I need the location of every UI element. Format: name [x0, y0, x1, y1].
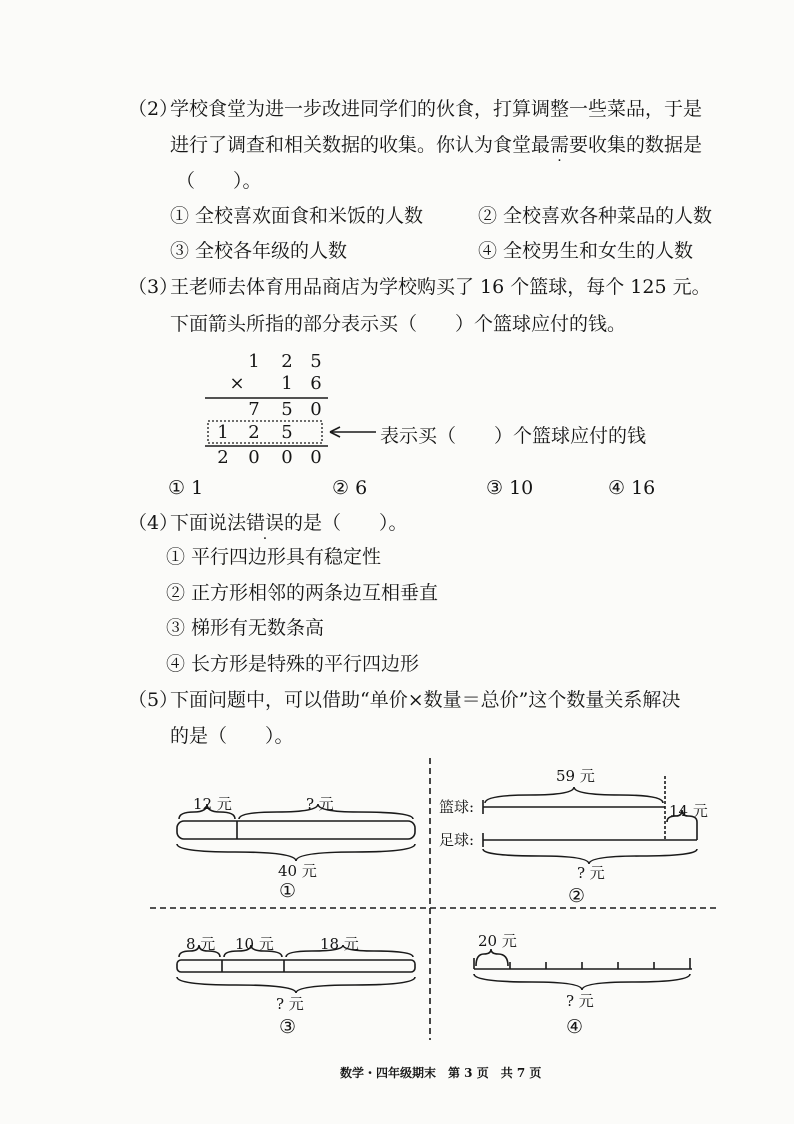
q2-line2: 进行了调查和相关数据的收集。你认为食堂最需要收集的数据是 [170, 134, 703, 156]
d3-a-label: 8 元 [186, 935, 216, 953]
digit: 5 [281, 422, 293, 443]
d1-part2-label: ? 元 [306, 795, 334, 813]
q4-emphasis: 错误 [246, 512, 285, 534]
digit: 0 [310, 399, 322, 420]
times-sign: × [229, 373, 245, 394]
d2-football-label: 足球: [439, 831, 475, 849]
q2-line1: 学校食堂为进一步改进同学们的伙食，打算调整一些菜品，于是 [170, 98, 703, 120]
d2-extra-label: 14 元 [669, 802, 708, 820]
d3-total-label: ? 元 [276, 995, 304, 1013]
q3-line2: 下面箭头所指的部分表示买（ ）个篮球应付的钱。 [170, 313, 627, 335]
q2-option-3[interactable]: ③ 全校各年级的人数 [170, 240, 348, 262]
digit: 2 [248, 422, 260, 443]
q5-line2: 的是（ ）。 [170, 725, 294, 747]
d4-unit-label: 20 元 [478, 932, 517, 950]
q2-emphasis: 最需要 [531, 134, 589, 156]
d3-c-label: 18 元 [320, 935, 359, 953]
d2-basketball-label: 篮球: [439, 798, 475, 816]
digit: 1 [248, 351, 260, 372]
q3-option-1[interactable]: ① 1 [168, 477, 204, 499]
digit: 0 [310, 447, 322, 468]
q2-answer-blank[interactable]: （ ）。 [176, 170, 262, 192]
diagram-3-option[interactable]: ③ [279, 1016, 297, 1038]
digit: 0 [281, 447, 293, 468]
q2-option-4[interactable]: ④ 全校男生和女生的人数 [478, 240, 694, 262]
d1-total-label: 40 元 [278, 862, 317, 880]
q3-number: （3） [128, 276, 179, 298]
q4-option-4[interactable]: ④ 长方形是特殊的平行四边形 [166, 653, 420, 675]
q5-line1: 下面问题中，可以借助“单价×数量＝总价”这个数量关系解决 [170, 689, 681, 711]
digit: 2 [217, 447, 229, 468]
arrow-label: 表示买（ ）个篮球应付的钱 [380, 425, 647, 447]
page-footer: 数学・四年级期末 第 3 页 共 7 页 [340, 1066, 542, 1080]
d1-part1-label: 12 元 [193, 795, 232, 813]
q2-number: （2） [128, 98, 179, 120]
q4-number: （4） [128, 512, 179, 534]
diagram-4-option[interactable]: ④ [566, 1016, 584, 1038]
d2-total-label: ? 元 [577, 864, 605, 882]
digit: 1 [281, 373, 293, 394]
q5-number: （5） [128, 689, 179, 711]
q4-stem: 下面说法错误的是（ ）。 [170, 512, 408, 534]
q3-option-2[interactable]: ② 6 [332, 477, 368, 499]
digit: 5 [310, 351, 322, 372]
q3-line1: 王老师去体育用品商店为学校购买了 16 个篮球，每个 125 元。 [170, 276, 711, 298]
q4-option-3[interactable]: ③ 梯形有无数条高 [166, 617, 325, 639]
digit: 7 [248, 399, 260, 420]
q3-option-4[interactable]: ④ 16 [608, 477, 656, 499]
diagram-2-option[interactable]: ② [568, 885, 586, 907]
digit: 0 [248, 447, 260, 468]
q4-option-2[interactable]: ② 正方形相邻的两条边互相垂直 [166, 582, 439, 604]
digit: 5 [281, 399, 293, 420]
d3-b-label: 10 元 [235, 935, 274, 953]
digit: 1 [217, 422, 229, 443]
d4-total-label: ? 元 [566, 992, 594, 1010]
q2-option-2[interactable]: ② 全校喜欢各种菜品的人数 [478, 205, 713, 227]
digit: 2 [281, 351, 293, 372]
q4-option-1[interactable]: ① 平行四边形具有稳定性 [166, 546, 382, 568]
q3-option-3[interactable]: ③ 10 [486, 477, 534, 499]
q2-option-1[interactable]: ① 全校喜欢面食和米饭的人数 [170, 205, 424, 227]
digit: 6 [310, 373, 322, 394]
d2-top-label: 59 元 [556, 767, 595, 785]
diagram-1-option[interactable]: ① [279, 880, 297, 902]
